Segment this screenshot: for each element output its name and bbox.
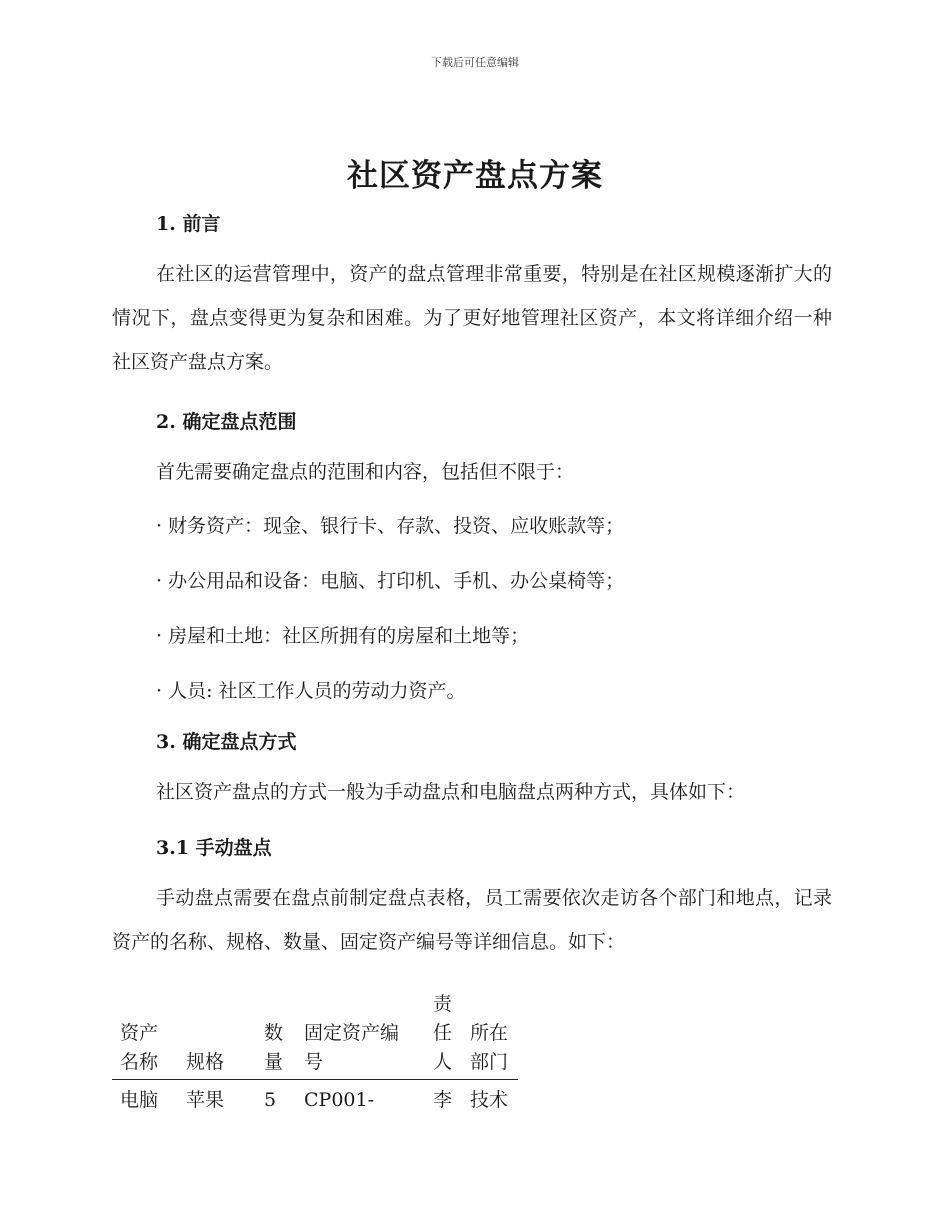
- list-item-property-land: · 房屋和土地：社区所拥有的房屋和土地等；: [156, 625, 530, 647]
- paragraph-scope-intro: 首先需要确定盘点的范围和内容，包括但不限于：: [156, 461, 575, 483]
- document-body: [112, 200, 832, 1115]
- column-header-department: 所在部门: [462, 990, 518, 1080]
- document-title: 社区资产盘点方案: [347, 158, 603, 194]
- list-item-personnel: · 人员: 社区工作人员的劳动力资产。: [156, 680, 466, 702]
- table-cell: 电脑: [120, 1089, 159, 1111]
- inventory-table: [112, 990, 518, 1115]
- table-cell: 苹果: [186, 1089, 225, 1111]
- table-cell: CP001-: [304, 1089, 375, 1111]
- page-header-note: 下载后可任意编辑: [431, 56, 519, 69]
- paragraph-manual: 手动盘点需要在盘点前制定盘点表格，员工需要依次走访各个部门和地点，记录资产的名称、规格、数量、固定资产编号等详细信息。如下：: [112, 887, 832, 953]
- column-header-asset-number: 固定资产编号: [296, 990, 425, 1080]
- section-heading-scope: 2. 确定盘点范围: [156, 411, 297, 433]
- column-header-quantity: 数量: [256, 990, 296, 1080]
- table-cell: 李: [433, 1089, 453, 1111]
- section-heading-preface: 1. 前言: [156, 213, 221, 235]
- section-heading-manual: 3.1 手动盘点: [156, 837, 272, 859]
- table-header-row: [112, 990, 518, 1080]
- table-cell: 技术: [470, 1089, 509, 1111]
- paragraph-preface: 在社区的运营管理中，资产的盘点管理非常重要，特别是在社区规模逐渐扩大的情况下，盘点变得更为复杂和困难。为了更好地管理社区资产，本文将详细介绍一种社区资产盘点方案。: [112, 263, 832, 373]
- table-row: [112, 1080, 518, 1116]
- column-header-owner: 责任人: [425, 990, 462, 1080]
- list-item-financial-assets: · 财务资产：现金、银行卡、存款、投资、应收账款等；: [156, 515, 625, 537]
- table-cell: 5: [264, 1089, 277, 1111]
- section-heading-method: 3. 确定盘点方式: [156, 731, 297, 753]
- column-header-spec: 规格: [178, 990, 256, 1080]
- column-header-asset-name: 资产名称: [112, 990, 178, 1080]
- list-item-office-equipment: · 办公用品和设备：电脑、打印机、手机、办公桌椅等；: [156, 570, 625, 592]
- paragraph-method: 社区资产盘点的方式一般为手动盘点和电脑盘点两种方式，具体如下：: [156, 781, 746, 803]
